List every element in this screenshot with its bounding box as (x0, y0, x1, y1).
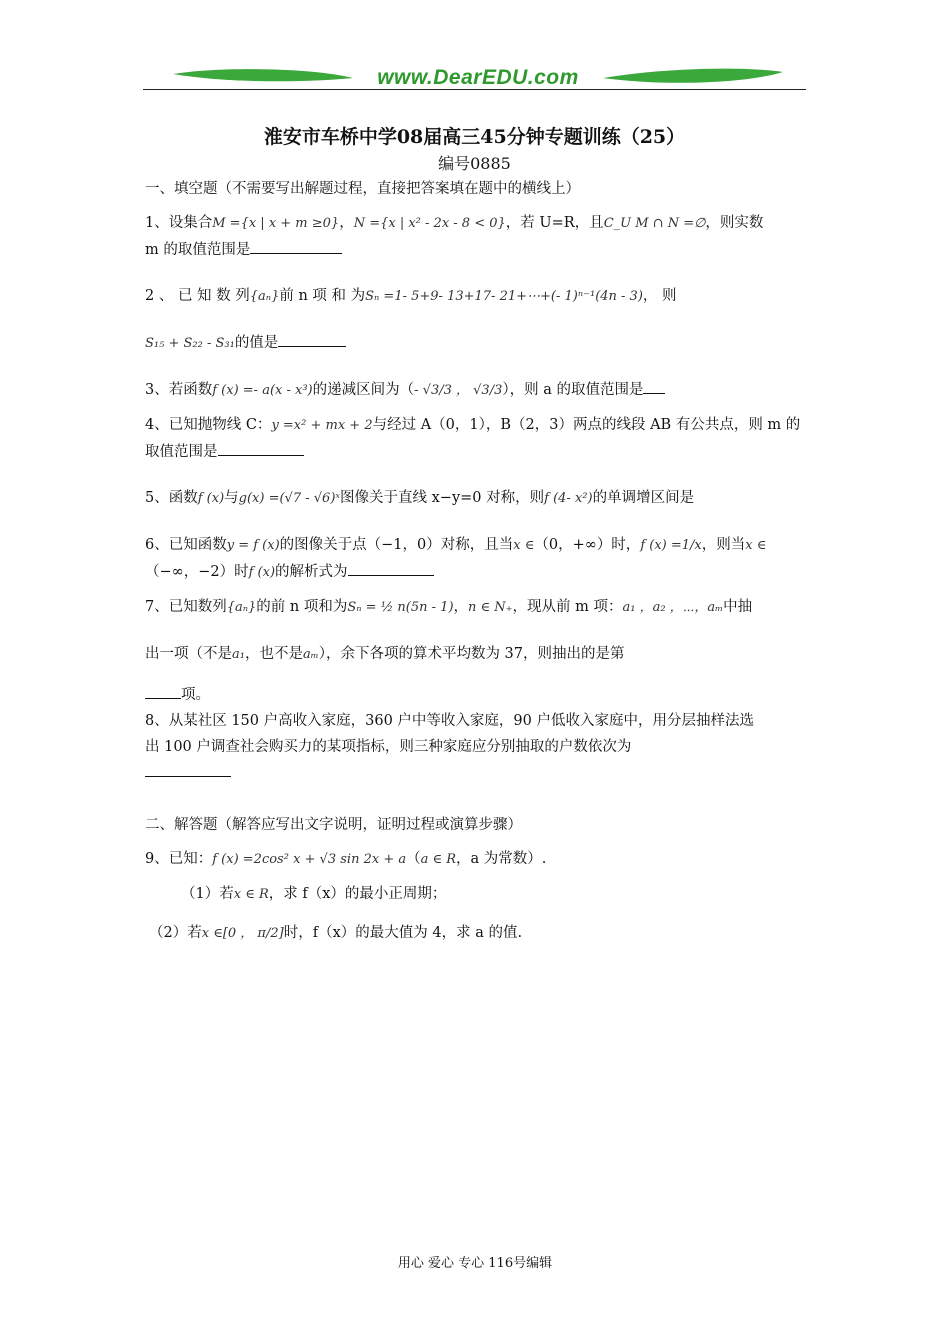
math-set-m: M ={x | x + m ≥0} (212, 216, 340, 231)
answer-blank-6[interactable] (348, 559, 434, 576)
answer-blank-3[interactable] (643, 377, 665, 394)
answer-blank-8[interactable] (145, 760, 231, 777)
math-set-n: N ={x | x² - 2x - 8 < 0} (353, 216, 506, 231)
math-sum-formula: Sₙ =1- 5+9- 13+17- 21+⋯+(- 1)ⁿ⁻¹(4n - 3) (365, 289, 643, 304)
page-footer: 用心 爱心 专心 116号编辑 (397, 1256, 553, 1271)
section-heading-solutions: 二、解答题（解答应写出文字说明，证明过程或演算步骤） (145, 817, 522, 833)
page-title: 淮安市车桥中学08届高三45分钟专题训练（25） (263, 126, 686, 148)
question-1: 1、设集合M ={x | x + m ≥0}，N ={x | x² - 2x - 8 < 0}，若 U=R，且C_U M ∩ N =∅，则实数 m 的取值范围是 (145, 215, 764, 258)
question-7: 7、已知数列{aₙ}的前 n 项和为Sₙ = ½ n(5n - 1)，n ∈ N₊，现从前 m 项：a₁ ，a₂ ，⋯，aₘ中抽 (145, 599, 753, 615)
section-heading-fill-in: 一、填空题（不需要写出解题过程，直接把答案填在题中的横线上） (145, 181, 580, 197)
math-interval: - √3/3 ， √3/3 (414, 383, 503, 398)
document-body (145, 172, 808, 947)
math-function-f: f (x) =2cos² x + √3 sin 2x + a (212, 852, 407, 867)
question-7-cont: 出一项（不是a₁，也不是aₘ），余下各项的算术平均数为 37，则抽出的是第 (145, 646, 625, 662)
answer-blank-1[interactable] (250, 237, 342, 254)
math-condition: C_U M ∩ N =∅ (603, 216, 706, 231)
answer-blank-4[interactable] (218, 439, 304, 456)
question-4: 4、已知抛物线 C：y =x² + mx + 2与经过 A（0，1），B（2，3）两点的线段 AB 有公共点，则 m 的 取值范围是 (145, 417, 801, 460)
site-logo[interactable]: www.DearEDU.com (377, 66, 579, 89)
question-2-cont: S₁₅ + S₂₂ - S₃₁的值是 (145, 330, 808, 357)
question-2: 2 、 已 知 数 列{aₙ}前 n 项 和 为Sₙ =1- 5+9- 13+17- 21+⋯+(- 1)ⁿ⁻¹(4n - 3)， 则 (145, 288, 677, 304)
question-9: 9、已知：f (x) =2cos² x + √3 sin 2x + a（a ∈ R，a 为常数）. (145, 851, 547, 867)
answer-blank-2[interactable] (278, 330, 346, 347)
header-rule (143, 89, 806, 90)
question-9-part-2: （2）若x ∈[0 ， π/2]时，f（x）的最大值为 4，求 a 的值. (149, 925, 523, 941)
question-3: 3、若函数f (x) =- a(x - x³)的递减区间为（- √3/3 ， √3/3），则 a 的取值范围是 (145, 377, 808, 404)
question-5: 5、函数f (x)与g(x) =(√7 - √6)ˣ图像关于直线 x−y=0 对称，则f (4- x²)的单调增区间是 (145, 490, 695, 506)
question-6: 6、已知函数y = f (x)的图像关于点（−1，0）对称，且当x ∈（0，+∞）时，f (x) =1/x，则当x ∈ （−∞，−2）时f (x)的解析式为 (145, 537, 767, 580)
question-9-part-1: （1）若x ∈ R，求 f（x）的最小正周期； (181, 886, 447, 902)
document-code: 编号0885 (438, 154, 511, 173)
answer-blank-7[interactable] (145, 682, 181, 699)
question-7-end: 项。 (145, 682, 808, 708)
question-8: 8、从某社区 150 户高收入家庭，360 户中等收入家庭，90 户低收入家庭中，用分层抽样法选 出 100 户调查社会购买力的某项指标，则三种家庭应分别抽取的户数依次为 (145, 708, 808, 786)
